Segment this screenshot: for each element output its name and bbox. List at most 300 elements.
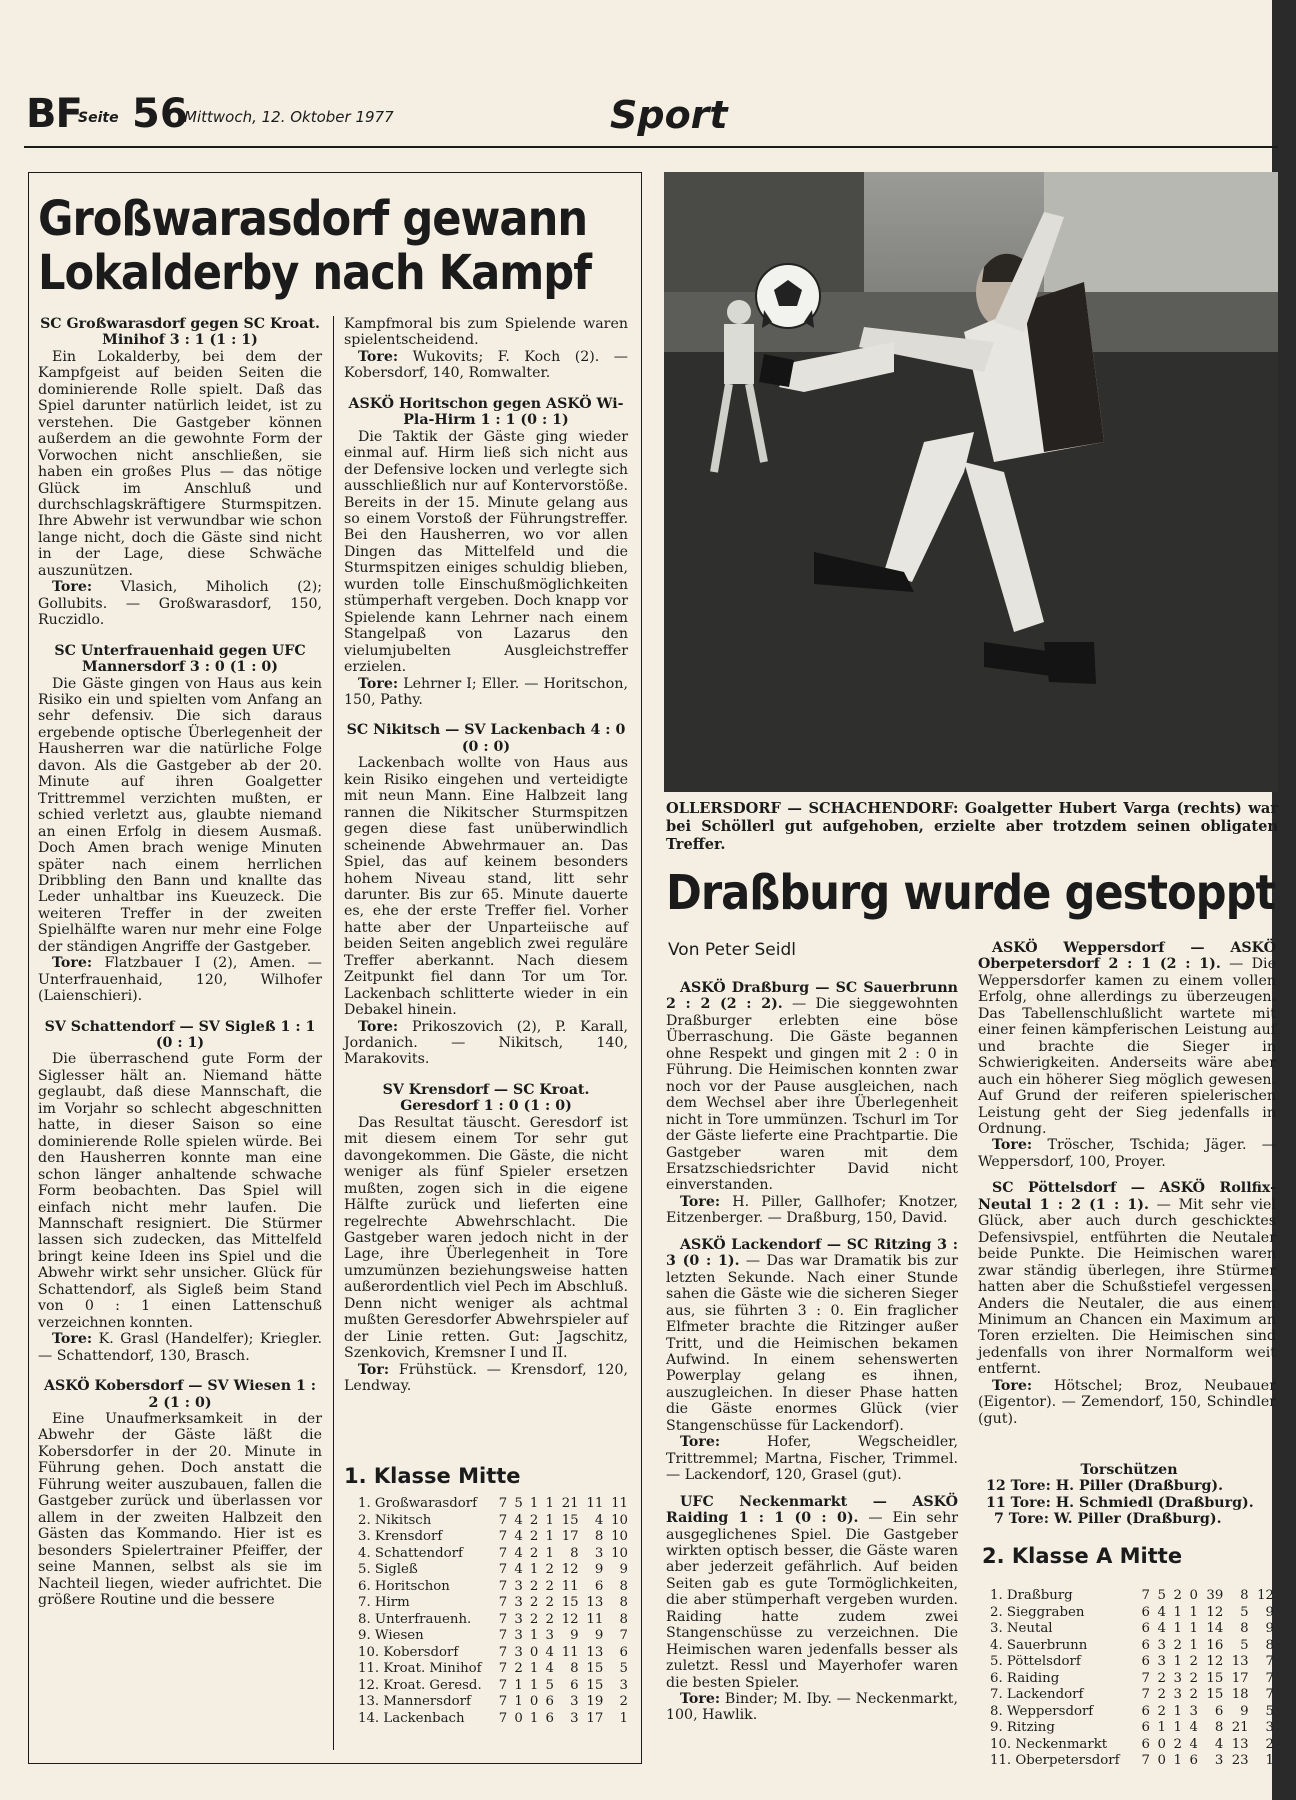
standings-value: 0 <box>514 1710 523 1726</box>
standings-value: 1 <box>545 1512 554 1528</box>
standings-value: 1 <box>1189 1604 1198 1620</box>
standings-value: 2 <box>1157 1703 1166 1719</box>
standings-value: 13 <box>586 1644 604 1660</box>
standings-value: 1 <box>619 1710 628 1726</box>
standings-value: 13 <box>586 1595 604 1610</box>
standings-value: 13 <box>1231 1736 1249 1752</box>
standings-row <box>352 1513 628 1530</box>
standings-value: 16 <box>1206 1637 1224 1653</box>
match-heading: UFC Neckenmarkt — ASKÖ Raiding 1 : 1 (0 : 0). <box>666 1493 958 1527</box>
standings-value: 18 <box>1231 1687 1249 1702</box>
standings-value: 1 <box>529 1661 539 1676</box>
standings-value: 8 <box>570 1661 579 1676</box>
standings-row <box>352 1628 628 1645</box>
standings-value: 3 <box>570 1694 579 1709</box>
standings-row <box>352 1694 628 1711</box>
standings-value: 5 <box>1240 1604 1249 1620</box>
standings-value: 21 <box>561 1496 579 1511</box>
team-name: 2. Nikitsch <box>358 1512 432 1528</box>
team-name: 8. Weppersdorf <box>990 1703 1094 1719</box>
standings-value: 2 <box>529 1578 539 1594</box>
standings-value: 4 <box>1214 1736 1224 1752</box>
team-name: 6. Horitschon <box>358 1578 450 1594</box>
standings-value: 12 <box>1206 1654 1224 1669</box>
standings-value: 7 <box>619 1628 628 1643</box>
goals-text: H. Piller, Gallhofer; Knotzer, Eitzenberger. — Draßburg, 150, David. <box>666 1193 958 1227</box>
goals-label: Tore: <box>992 1137 1033 1154</box>
standings-value: 1 <box>529 1562 539 1577</box>
standings-value: 3 <box>514 1578 523 1594</box>
standings-value: 10 <box>611 1512 628 1528</box>
standings-value: 4 <box>1157 1621 1166 1636</box>
standings-value: 4 <box>545 1661 554 1676</box>
team-name: 9. Ritzing <box>990 1720 1055 1735</box>
standings-value: 6 <box>545 1710 554 1726</box>
standings-value: 7 <box>498 1595 508 1610</box>
goals-line <box>344 676 628 709</box>
standings-row <box>984 1753 1274 1770</box>
table1-title: 1. Klasse Mitte <box>344 1464 521 1488</box>
standings-row <box>984 1720 1274 1737</box>
match-photo <box>664 172 1278 792</box>
match-report: Ein Lokalderby, bei dem der Kampfgeist auf beiden Seiten die dominierende Rolle spielt. Daß das Spiel darunter natürlich leidet, ist zu verstehen. Die Gastgeber können außerdem an die gewohnte Form der Vorwochen nicht anschließen, sie haben ein großes Plus — das nötige Glück im Anschluß und durchschlagskräftigere Sturmspitzen. Ihre Abwehr ist verwundbar wie schon lange nicht, doch die Gäste sind nicht in der Lage, diese Schwäche auszunützen. <box>38 348 322 579</box>
standings-value: 1 <box>1173 1703 1182 1719</box>
goals-label: Tore: <box>52 955 93 972</box>
standings-value: 8 <box>619 1595 628 1610</box>
match-report-text: — Ein sehr ausgeglichenes Spiel. Die Gastgeber wirkten optisch besser, die Gäste waren aber jederzeit gefährlich. Auf beiden Seiten gab es gute Tormöglichkeiten, die aber stümperhaft vergeben wurden. Raiding hatte zudem zwei Stangenschüsse zu verzeichnen. Die Heimischen waren jedenfalls besser als zuletzt. Ressl und Mayerhofer waren die besten Spieler. <box>666 1510 958 1691</box>
standings-table-2-klasse-a-mitte <box>984 1588 1274 1770</box>
standings-row <box>352 1645 628 1662</box>
standings-value: 11 <box>561 1578 579 1594</box>
standings-value: 1 <box>514 1677 523 1693</box>
article1-headline-line1: Großwarasdorf gewann <box>38 191 588 247</box>
standings-value: 2 <box>1173 1637 1182 1653</box>
standings-value: 4 <box>594 1512 604 1528</box>
standings-value: 0 <box>529 1694 539 1709</box>
goals-text: Flatzbauer I (2), Amen. — Unterfrauenhaid, 120, Wilhofer (Laienschieri). <box>38 955 322 1005</box>
standings-row <box>984 1621 1274 1638</box>
masthead-rule <box>24 146 1278 148</box>
team-name: 5. Pöttelsdorf <box>990 1654 1081 1669</box>
goals-text: Wukovits; F. Koch (2). — Kobersdorf, 140, Romwalter. <box>344 348 628 382</box>
goals-label: Tore: <box>358 1018 399 1035</box>
standings-value: 5 <box>545 1677 554 1693</box>
standings-value: 1 <box>1157 1720 1166 1735</box>
team-name: 10. Kobersdorf <box>358 1644 459 1660</box>
standings-value: 0 <box>1189 1588 1198 1603</box>
standings-value: 1 <box>545 1529 554 1544</box>
standings-value: 4 <box>1157 1604 1166 1620</box>
standings-row <box>352 1579 628 1596</box>
standings-value: 15 <box>1206 1670 1224 1686</box>
match-heading: SC Großwarasdorf gegen SC Kroat. Minihof 3 : 1 (1 : 1) <box>40 316 320 349</box>
standings-value: 9 <box>1265 1621 1274 1636</box>
standings-value: 1 <box>1265 1753 1274 1768</box>
goals-text: Lehrner I; Eller. — Horitschon, 150, Pathy. <box>344 675 628 708</box>
team-name: 3. Krensdorf <box>358 1529 443 1544</box>
standings-value: 7 <box>498 1496 508 1511</box>
standings-value: 2 <box>619 1694 628 1709</box>
standings-value: 6 <box>594 1578 604 1594</box>
standings-value: 1 <box>1173 1753 1182 1768</box>
standings-value: 8 <box>619 1578 628 1594</box>
standings-value: 6 <box>1214 1703 1224 1719</box>
standings-value: 9 <box>1240 1703 1249 1719</box>
standings-value: 2 <box>1173 1736 1182 1752</box>
standings-value: 7 <box>498 1578 508 1594</box>
standings-row <box>352 1612 628 1629</box>
standings-value: 8 <box>1265 1637 1274 1653</box>
team-name: 7. Lackendorf <box>990 1687 1084 1702</box>
standings-value: 7 <box>498 1611 508 1627</box>
goals-label: Tore: <box>992 1377 1033 1394</box>
article1-headline-line2: Lokalderby nach Kampf <box>38 245 591 301</box>
standings-value: 19 <box>586 1694 604 1709</box>
goals-line <box>666 1194 958 1227</box>
match-heading: SC Nikitsch — SV Lackenbach 4 : 0 (0 : 0) <box>346 722 626 755</box>
team-name: 6. Raiding <box>990 1670 1060 1686</box>
standings-value: 12 <box>561 1562 579 1577</box>
standings-value: 9 <box>594 1628 604 1643</box>
photo-caption: OLLERSDORF — SCHACHENDORF: Goalgetter Hubert Varga (rechts) war bei Schöllerl gut aufgehoben, erzielte aber trotzdem seinen obligaten Treffer. <box>666 800 1278 853</box>
goals-line <box>38 955 322 1004</box>
top-scorers <box>982 1462 1276 1528</box>
goals-line <box>978 1137 1276 1170</box>
standings-value: 1 <box>529 1677 539 1693</box>
standings-value: 14 <box>1206 1621 1224 1636</box>
team-name: 1. Draßburg <box>990 1588 1073 1603</box>
football-ball <box>756 264 820 328</box>
standings-value: 4 <box>514 1545 523 1561</box>
standings-value: 5 <box>619 1661 628 1676</box>
team-name: 13. Mannersdorf <box>358 1694 471 1709</box>
standings-value: 5 <box>1157 1588 1166 1603</box>
standings-value: 2 <box>1265 1736 1274 1752</box>
standings-value: 2 <box>529 1611 539 1627</box>
goals-label: Tore: <box>680 1691 721 1708</box>
standings-row <box>984 1687 1274 1704</box>
goals-text: K. Grasl (Handelfer); Kriegler. — Schattendorf, 130, Brasch. <box>38 1331 323 1364</box>
match-report: Eine Unaufmerksamkeit in der Abwehr der Gäste läßt die Kobersdorfer in der 20. Minute in Führung gehen. Doch anstatt die Führung weiter auszubauen, fallen die Gastgeber zurück und überlassen vor allem in der zweiten Halbzeit den Gästen das Kommando. Hier ist es besonders Spielertrainer Pfeiffer, der seine Mannen, selbst als sie im Nachteil liegen, wieder aufrichtet. Die größere Routine und die bessere <box>38 1411 322 1608</box>
standings-value: 2 <box>545 1562 554 1577</box>
match-heading: ASKÖ Draßburg — SC Sauerbrunn 2 : 2 (2 : 2). <box>666 980 958 1013</box>
standings-value: 4 <box>514 1512 523 1528</box>
goals-line <box>38 1331 322 1364</box>
standings-value: 2 <box>545 1595 554 1610</box>
standings-value: 9 <box>619 1562 628 1577</box>
goals-label: Tor: <box>358 1361 390 1378</box>
standings-value: 1 <box>1189 1637 1198 1653</box>
standings-value: 1 <box>1173 1720 1182 1735</box>
standings-value: 3 <box>545 1628 554 1643</box>
standings-value: 15 <box>561 1512 579 1528</box>
goals-label: Tore: <box>52 1331 93 1348</box>
standings-value: 15 <box>561 1595 579 1610</box>
standings-row <box>352 1595 628 1612</box>
match-report: Die Gäste gingen von Haus aus kein Risiko ein und spielten vom Anfang an sehr defensiv. Die sich daraus ergebende optische Überlegenheit der Hausherren war die natürliche Folge davon. Als die Gastgeber ab der 20. Minute auf ihren Goalgetter Trittremmel verzichten mußten, er schied verletzt aus, glaubte niemand an einen Erfolg in diesem Ausmaß. Doch Amen brach wenige Minuten später nach einem herrlichen Dribbling den Bann und knallte das Leder unhaltbar ins Kueuzeck. Die weiteren Treffer in der zweiten Spielhälfte waren nur mehr eine Folge der ständigen Angriffe der Gastgeber. <box>38 675 322 955</box>
standings-value: 3 <box>1265 1720 1274 1735</box>
standings-row <box>352 1661 628 1678</box>
standings-value: 5 <box>514 1496 523 1511</box>
match-heading: SC Unterfrauenhaid gegen UFC Mannersdorf 3 : 0 (1 : 0) <box>54 642 306 676</box>
standings-value: 8 <box>1214 1720 1224 1735</box>
goals-line <box>344 349 628 382</box>
match-heading: ASKÖ Weppersdorf — ASKÖ Oberpetersdorf 2 : 1 (2 : 1). <box>978 940 1276 973</box>
goals-text: Binder; M. Iby. — Neckenmarkt, 100, Hawlik. <box>666 1691 958 1724</box>
article2-byline: Von Peter Seidl <box>668 940 796 960</box>
goals-label: Tore: <box>680 1434 721 1451</box>
standings-value: 6 <box>545 1694 554 1709</box>
goals-line <box>978 1378 1276 1427</box>
standings-value: 3 <box>514 1611 523 1627</box>
standings-value: 4 <box>1189 1720 1198 1735</box>
standings-row <box>984 1605 1274 1622</box>
team-name: 1. Großwarasdorf <box>358 1496 477 1511</box>
team-name: 2. Sieggraben <box>990 1604 1085 1620</box>
table2-title: 2. Klasse A Mitte <box>982 1544 1183 1568</box>
standings-value: 2 <box>545 1611 554 1627</box>
team-name: 11. Kroat. Minihof <box>358 1661 482 1676</box>
article1-column-rule <box>333 316 334 1750</box>
standings-row <box>352 1529 628 1546</box>
standings-value: 8 <box>570 1545 579 1561</box>
goals-text: Hötschel; Broz, Neubauer (Eigentor). — Zemendorf, 150, Schindler (gut). <box>978 1377 1276 1427</box>
standings-value: 8 <box>1240 1621 1249 1636</box>
standings-value: 3 <box>1173 1670 1182 1686</box>
standings-value: 5 <box>1240 1637 1249 1653</box>
standings-value: 1 <box>529 1628 539 1643</box>
standings-value: 3 <box>619 1677 628 1693</box>
standings-value: 23 <box>1231 1753 1249 1768</box>
standings-value: 7 <box>498 1710 508 1726</box>
goals-text: Frühstück. — Krensdorf, 120, Lendway. <box>344 1361 628 1395</box>
standings-value: 3 <box>1214 1753 1224 1768</box>
standings-value: 4 <box>514 1529 523 1544</box>
top-scorers-title: Torschützen <box>1080 1462 1178 1478</box>
match-report: Lackenbach wollte von Haus aus kein Risiko eingehen und verteidigte mit neun Mann. Eine Halbzeit lang rannen die Nikitscher Sturmspitzen gegen diese fast unüberwindlich scheinende Abwehrmauer an. Das Spiel, das auf keinem besonders hohem Niveau stand, litt sehr darunter. Bis zur 65. Minute dauerte es, ehe der erste Treffer fiel. Vorher hatte aber der Unparteiische auf beiden Seiten angeblich zwei reguläre Treffer aberkannt. Nach diesem Zeitpunkt fiel dann Tor um Tor. Lackenbach schlitterte wieder in ein Debakel hinein. <box>344 755 628 1019</box>
standings-value: 2 <box>545 1578 554 1594</box>
article1-column-2 <box>344 316 628 1395</box>
standings-value: 7 <box>1141 1753 1150 1768</box>
standings-table-1-klasse-mitte <box>352 1496 628 1727</box>
standings-value: 10 <box>611 1545 628 1561</box>
match-report: Kampfmoral bis zum Spielende waren spielentscheidend. <box>344 316 628 349</box>
standings-value: 7 <box>1265 1670 1274 1686</box>
match-report <box>666 980 958 1194</box>
match-report <box>978 940 1276 1137</box>
standings-value: 15 <box>1206 1687 1224 1702</box>
standings-value: 0 <box>529 1644 539 1660</box>
standings-value: 17 <box>1231 1670 1249 1686</box>
goals-line <box>344 1362 628 1395</box>
standings-value: 3 <box>1157 1637 1166 1653</box>
match-heading: SV Schattendorf — SV Sigleß 1 : 1 (0 : 1) <box>44 1018 316 1052</box>
goals-line <box>666 1691 958 1724</box>
standings-value: 9 <box>570 1628 579 1643</box>
match-report: Die überraschend gute Form der Siglesser hält an. Niemand hätte geglaubt, daß diese Mannschaft, die im Vorjahr so schlecht abgeschnitten hatte, in dieser Saison so eine dominierende Rolle spielen würde. Bei den Hausherren konnte man eine schon länger anhaltende schwache Form beobachten. Das Spiel will einfach nicht mehr laufen. Die Mannschaft resigniert. Die Stürmer lassen sich zudecken, das Mittelfeld bringt keine Ideen ins Spiel und die Abwehr wirkt sehr unsicher. Glück für Schattendorf, als Sigleß beim Stand von 0 : 1 einen Lattenschuß verzeichnen konnten. <box>38 1051 322 1331</box>
standings-value: 11 <box>586 1611 604 1627</box>
standings-value: 12 <box>1257 1588 1274 1603</box>
standings-value: 6 <box>1141 1654 1150 1669</box>
standings-row <box>984 1704 1274 1721</box>
standings-value: 1 <box>529 1496 539 1511</box>
standings-value: 12 <box>561 1611 579 1627</box>
standings-value: 6 <box>1141 1621 1150 1636</box>
match-report <box>666 1237 958 1434</box>
standings-value: 9 <box>594 1562 604 1577</box>
match-heading: ASKÖ Horitschon gegen ASKÖ Wi-Pla-Hirm 1 : 1 (0 : 1) <box>348 395 624 429</box>
masthead-section: Sport <box>610 93 728 137</box>
standings-value: 17 <box>586 1710 604 1726</box>
standings-value: 7 <box>498 1628 508 1643</box>
standings-value: 7 <box>498 1545 508 1561</box>
goals-line <box>38 579 322 628</box>
standings-value: 7 <box>498 1512 508 1528</box>
masthead-date: Mittwoch, 12. Oktober 1977 <box>184 108 394 126</box>
team-name: 4. Sauerbrunn <box>990 1637 1088 1653</box>
standings-value: 1 <box>1189 1621 1198 1636</box>
team-name: 9. Wiesen <box>358 1628 424 1643</box>
standings-value: 15 <box>586 1661 604 1676</box>
match-report: Die Taktik der Gäste ging wieder einmal auf. Hirm ließ sich nicht aus der Defensive locken und verlegte sich ausschließlich nur auf Kontervorstöße. Bereits in der 15. Minute gelang aus so einem Vorstoß der Führungstreffer. Bei den Hausherren, wo vor allen Dingen das Mittelfeld und die Sturmspitzen einiges schuldig blieben, wurden tolle Einschußmöglichkeiten stümperhaft vergeben. Doch knapp vor Spielende kann Lehrner nach einem Stangelpaß von Lazarus den vielumjubelten Ausgleichstreffer erzielen. <box>344 428 628 676</box>
match-report <box>666 1494 958 1691</box>
standings-row <box>984 1671 1274 1688</box>
standings-value: 15 <box>586 1677 604 1693</box>
standings-value: 2 <box>529 1545 539 1561</box>
standings-value: 17 <box>561 1529 579 1544</box>
goals-label: Tore: <box>680 1193 721 1210</box>
match-heading: ASKÖ Lackendorf — SC Ritzing 3 : 3 (0 : 1). <box>666 1236 958 1270</box>
standings-value: 0 <box>1157 1736 1166 1752</box>
masthead-seite-label: Seite <box>78 110 119 126</box>
article2-column-1 <box>666 980 958 1724</box>
masthead <box>26 92 1276 144</box>
top-scorer-line: 7 Tore: W. Piller (Draßburg). <box>994 1511 1222 1528</box>
standings-value: 7 <box>1141 1588 1150 1603</box>
standings-value: 9 <box>1265 1604 1274 1620</box>
match-heading: SC Pöttelsdorf — ASKÖ Rollfix-Neutal 1 : 2 (1 : 1). <box>978 1180 1276 1213</box>
standings-value: 3 <box>594 1545 604 1561</box>
goals-label: Tore: <box>358 348 399 365</box>
standings-value: 2 <box>514 1661 523 1676</box>
standings-value: 4 <box>545 1644 554 1660</box>
standings-value: 4 <box>1189 1736 1198 1752</box>
masthead-logo: BF <box>26 91 82 137</box>
standings-row <box>352 1711 628 1728</box>
standings-row <box>352 1678 628 1695</box>
team-name: 10. Neckenmarkt <box>990 1736 1108 1752</box>
standings-value: 2 <box>1173 1588 1182 1603</box>
standings-value: 3 <box>1157 1654 1166 1669</box>
standings-value: 2 <box>529 1595 539 1610</box>
team-name: 11. Oberpetersdorf <box>990 1753 1120 1768</box>
match-report: Das Resultat täuscht. Geresdorf ist mit diesem einem Tor sehr gut davongekommen. Die Gäste, die nicht weniger als fünf Spieler ersetzen mußten, zogen sich in die eigene Hälfte zurück und lieferten eine regelrechte Abwehrschlacht. Die Gastgeber waren jedoch nicht in der Lage, ihre Überlegenheit in Tore umzumünzen beziehungsweise hatten außerordentlich viel Pech im Abschluß. Denn nicht weniger als achtmal mußten Geresdorfer Abwehrspieler auf der Linie retten. Gut: Jagschitz, Szenkovich, Kremsner I und II. <box>344 1114 628 1362</box>
match-report-text: — Die Weppersdorfer kamen zu einem vollen Erfolg, ohne allerdings zu überzeugen. Das Tabellenschlußlicht wartete mit einer feinen kämpferischen Leistung auf und brachte die Sieger in Schwierigkeiten. Anderseits wäre aber auch ein höherer Sieg möglich gewesen. Auf Grund der reiferen spielerischen Leistung geht der Sieg jedenfalls in Ordnung. <box>978 956 1276 1137</box>
standings-value: 3 <box>514 1644 523 1660</box>
match-heading: SV Krensdorf — SC Kroat. Geresdorf 1 : 0 (1 : 0) <box>382 1081 590 1115</box>
standings-value: 7 <box>498 1644 508 1660</box>
goals-text: Vlasich, Miholich (2); Gollubits. — Großwarasdorf, 150, Ruczidlo. <box>38 579 323 629</box>
standings-value: 2 <box>1157 1670 1166 1686</box>
match-report-text: — Das war Dramatik bis zur letzten Sekunde. Nach einer Stunde sahen die Gäste wie die sicheren Sieger aus, sie führten 3 : 0. Ein fraglicher Elfmeter brachte die Ritzinger außer Tritt, und die Heimischen bekamen Aufwind. In einem sehenswerten Powerplay gelang es ihnen, auszugleichen. In dieser Phase hatten die Gäste enormes Glück (vier Stangenschüsse für Lackendorf). <box>666 1253 958 1434</box>
standings-value: 3 <box>514 1628 523 1643</box>
standings-row <box>984 1654 1274 1671</box>
standings-value: 8 <box>619 1611 628 1627</box>
standings-value: 6 <box>1141 1703 1150 1719</box>
article2-headline: Draßburg wurde gestoppt <box>666 865 1276 921</box>
standings-value: 39 <box>1206 1588 1224 1603</box>
standings-value: 13 <box>1231 1654 1249 1669</box>
goals-text: Prikoszovich (2), P. Karall, Jordanich. — Nikitsch, 140, Marakovits. <box>344 1018 628 1068</box>
team-name: 4. Schattendorf <box>358 1545 463 1561</box>
standings-row <box>352 1562 628 1579</box>
standings-value: 3 <box>514 1595 523 1610</box>
standings-value: 6 <box>570 1677 579 1693</box>
top-scorer-line: 12 Tore: H. Piller (Draßburg). <box>986 1478 1224 1495</box>
standings-row <box>984 1638 1274 1655</box>
team-name: 12. Kroat. Geresd. <box>358 1677 482 1693</box>
standings-value: 8 <box>594 1529 604 1544</box>
standings-value: 3 <box>1189 1703 1198 1719</box>
standings-value: 1 <box>529 1710 539 1726</box>
standings-value: 1 <box>545 1545 554 1561</box>
goals-text: Hofer, Wegscheidler, Trittremmel; Martna, Fischer, Trimmel. — Lackendorf, 120, Grasel (gut). <box>666 1434 958 1484</box>
standings-value: 7 <box>1141 1687 1150 1702</box>
standings-value: 11 <box>611 1496 628 1511</box>
standings-value: 4 <box>514 1562 523 1577</box>
standings-value: 7 <box>1265 1654 1274 1669</box>
standings-value: 2 <box>529 1512 539 1528</box>
standings-value: 8 <box>1240 1588 1249 1603</box>
masthead-page-number: 56 <box>132 91 188 137</box>
standings-value: 1 <box>1173 1604 1182 1620</box>
standings-value: 7 <box>1265 1687 1274 1702</box>
goals-text: Tröscher, Tschida; Jäger. — Weppersdorf, 100, Proyer. <box>978 1137 1276 1170</box>
standings-value: 7 <box>498 1677 508 1693</box>
team-name: 14. Lackenbach <box>358 1710 465 1726</box>
standings-value: 2 <box>1189 1670 1198 1686</box>
standings-value: 6 <box>1141 1736 1150 1752</box>
standings-row <box>352 1546 628 1563</box>
standings-value: 11 <box>561 1644 579 1660</box>
standings-value: 6 <box>1141 1604 1150 1620</box>
article2-column-2 <box>978 940 1276 1427</box>
standings-row <box>984 1588 1274 1605</box>
match-report-text: — Mit sehr viel Glück, aber auch durch geschicktes Defensivspiel, entführten die Neutaler beide Punkte. Die Heimischen waren zwar ständig überlegen, ihre Stürmer hatten aber die Schußstiefel vergessen. Anders die Neutaler, die aus einem Minimum an Chancen ein Maximum an Toren erzielten. Die Heimischen sind jedenfalls von ihrer Normalform weit entfernt. <box>978 1196 1276 1378</box>
standings-value: 11 <box>586 1496 604 1511</box>
standings-value: 7 <box>1141 1670 1150 1686</box>
team-name: 5. Sigleß <box>358 1562 418 1577</box>
goals-label: Tore: <box>358 675 399 692</box>
standings-value: 3 <box>1173 1687 1182 1702</box>
top-scorer-line: 11 Tore: H. Schmiedl (Draßburg). <box>986 1494 1254 1511</box>
standings-row <box>984 1737 1274 1754</box>
team-name: 3. Neutal <box>990 1621 1053 1636</box>
article1-column-1 <box>38 316 322 1608</box>
standings-value: 2 <box>529 1529 539 1544</box>
standings-value: 1 <box>514 1694 523 1709</box>
team-name: 8. Unterfrauenh. <box>358 1611 472 1627</box>
standings-value: 10 <box>611 1529 628 1544</box>
goals-label: Tore: <box>52 579 93 596</box>
standings-value: 12 <box>1206 1604 1224 1620</box>
standings-row <box>352 1496 628 1513</box>
standings-value: 7 <box>498 1694 508 1709</box>
standings-value: 1 <box>545 1496 554 1511</box>
standings-value: 5 <box>1265 1703 1274 1719</box>
standings-value: 6 <box>1189 1753 1198 1768</box>
goals-line <box>344 1019 628 1068</box>
